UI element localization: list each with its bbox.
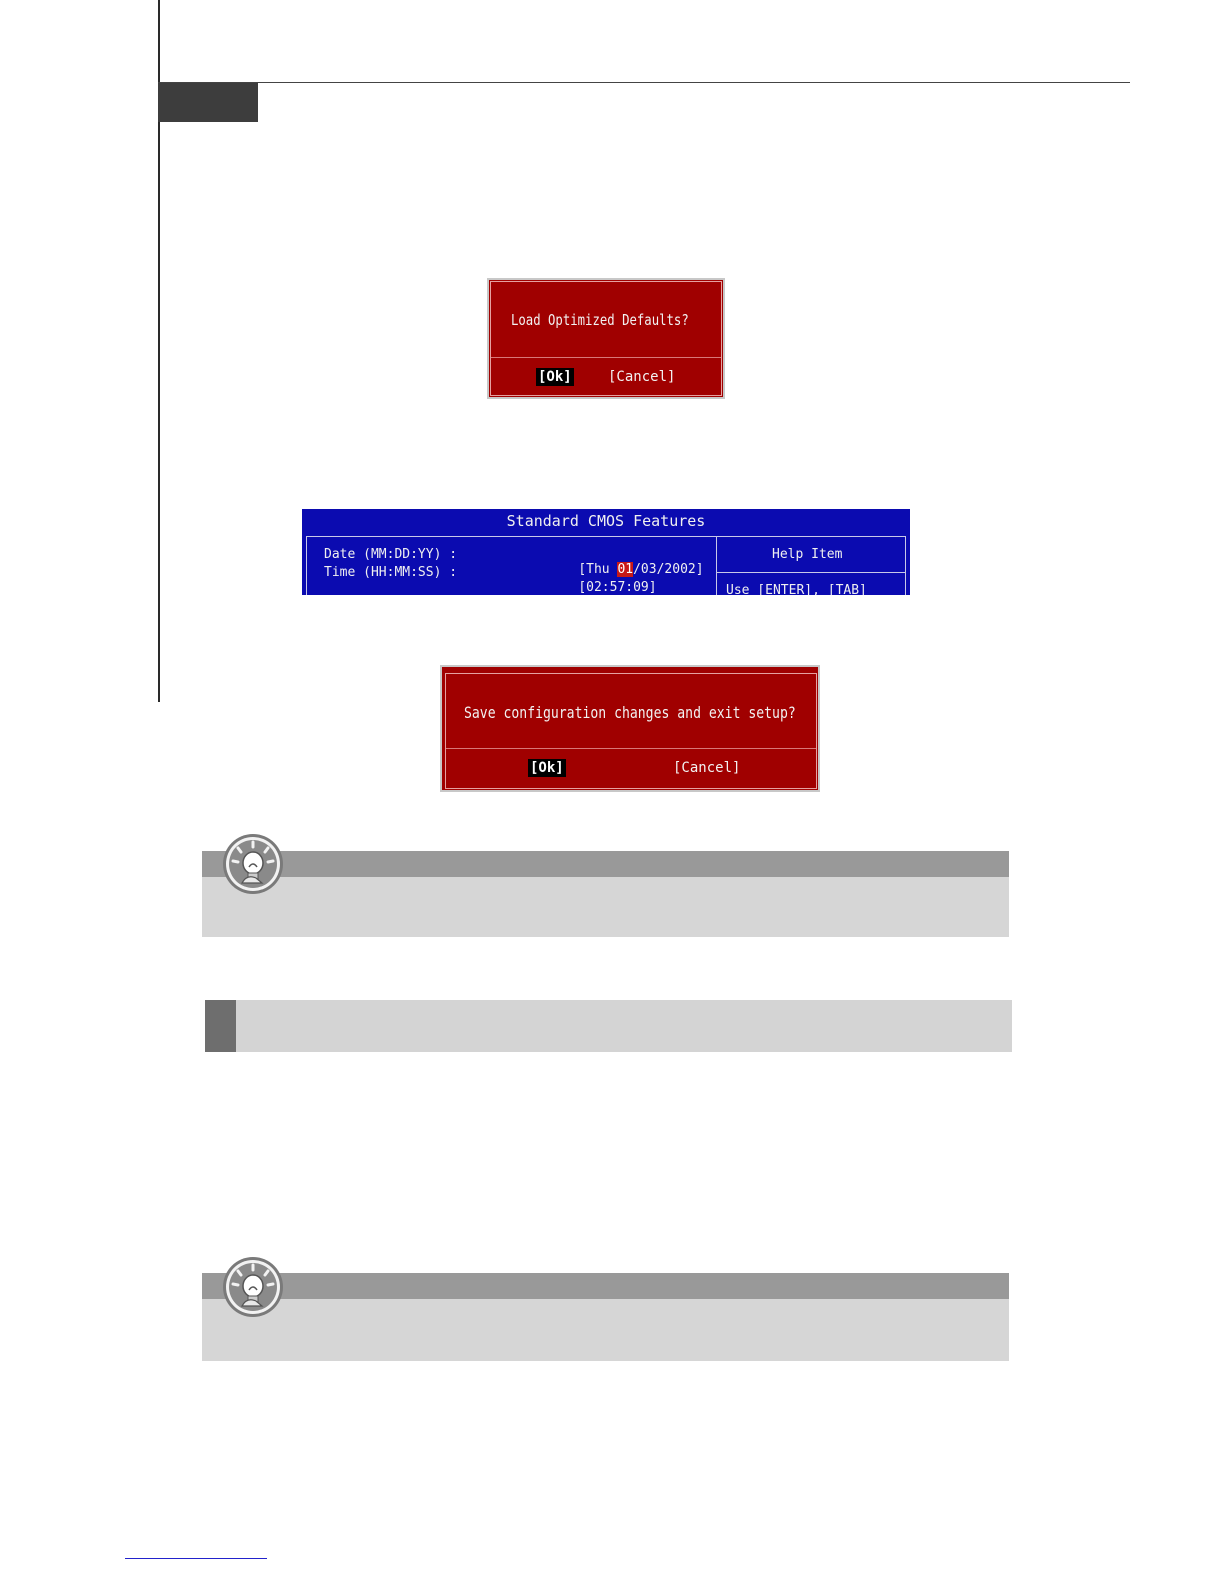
cancel-button[interactable]: [Cancel]	[673, 760, 741, 776]
time-value[interactable]	[547, 565, 657, 595]
header-tab-block	[158, 83, 258, 122]
time-value-text: [02:57:09]	[578, 580, 657, 595]
dialog-inner-border	[490, 281, 722, 396]
lightbulb-hand-icon	[222, 1256, 284, 1318]
standard-cmos-panel	[302, 509, 910, 595]
section-heading-bar	[205, 1000, 1012, 1052]
help-column-divider	[716, 537, 717, 595]
load-defaults-dialog	[487, 278, 725, 399]
dialog-divider	[491, 357, 721, 358]
dialog-divider	[446, 748, 816, 749]
lightbulb-hand-icon	[222, 833, 284, 895]
date-label: Date (MM:DD:YY) :	[324, 547, 458, 562]
section-accent-block	[205, 1000, 236, 1052]
ok-button[interactable]: [Ok]	[538, 369, 572, 385]
note-box	[202, 851, 1009, 937]
note-header-bar	[202, 1273, 1009, 1299]
date-month-field[interactable]: 01	[617, 562, 634, 577]
footer-link-underline	[125, 1558, 267, 1559]
date-value-prefix: [Thu	[578, 562, 618, 577]
note-header-bar	[202, 851, 1009, 877]
cmos-panel-title: Standard CMOS Features	[506, 512, 706, 530]
help-item-text: Use [ENTER], [TAB]	[726, 583, 867, 595]
note-box	[202, 1273, 1009, 1361]
help-title-divider	[716, 572, 906, 573]
dialog-inner-border	[445, 673, 817, 789]
save-exit-dialog	[440, 665, 820, 792]
date-value-suffix: /03/2002]	[633, 562, 704, 577]
help-item-title: Help Item	[772, 547, 843, 562]
dialog-prompt: Load Optimized Defaults?	[511, 311, 689, 329]
cancel-button[interactable]: [Cancel]	[608, 369, 676, 385]
dialog-prompt: Save configuration changes and exit setup?	[464, 703, 796, 722]
header-rule	[158, 82, 1130, 83]
ok-button[interactable]: [Ok]	[530, 760, 564, 776]
time-label: Time (HH:MM:SS) :	[324, 565, 458, 580]
